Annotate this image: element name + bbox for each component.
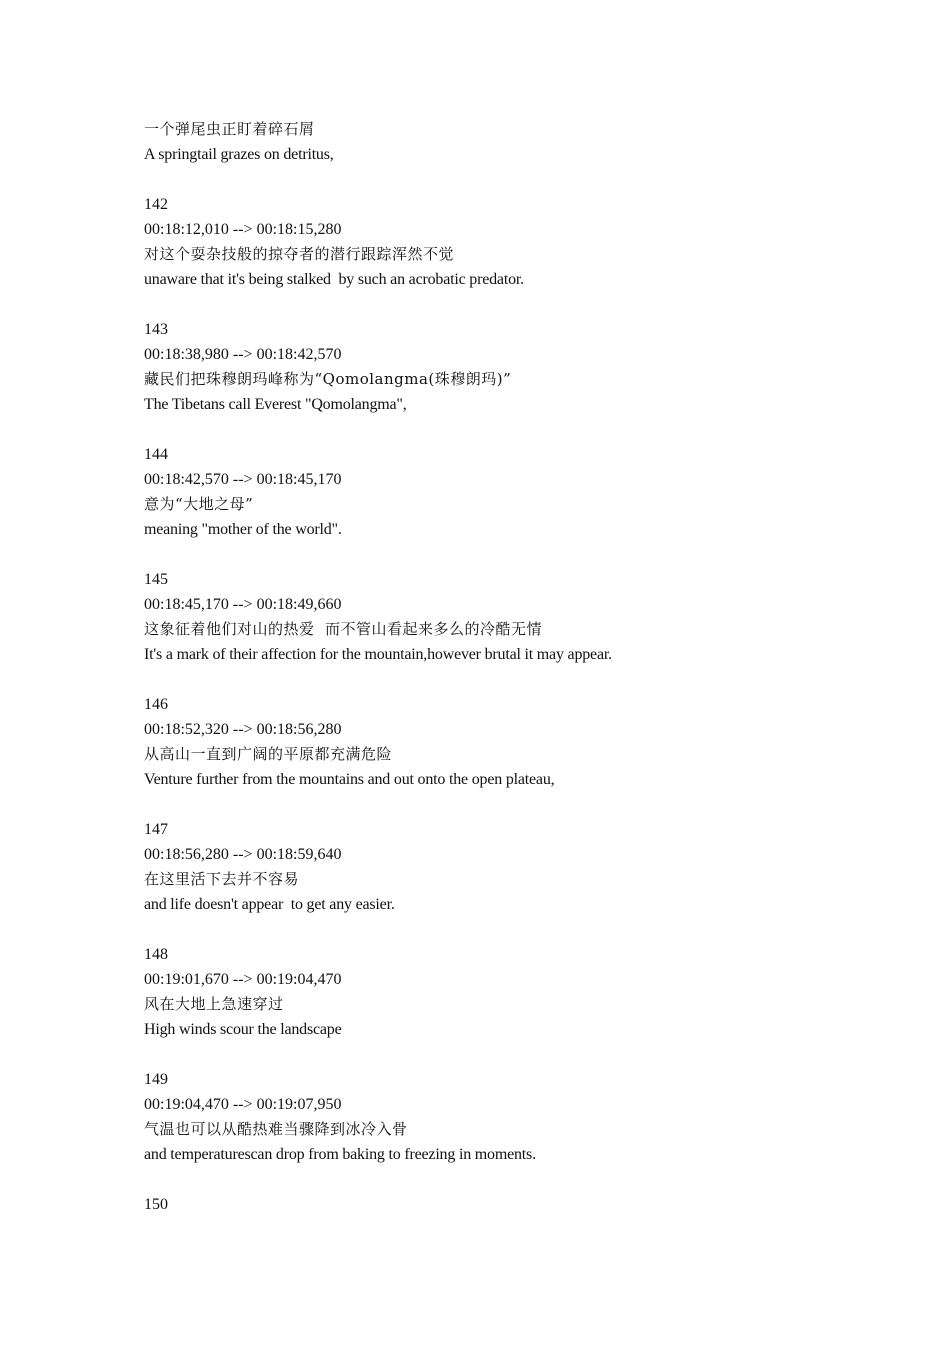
entry-timestamp: 00:18:12,010 --> 00:18:15,280 <box>144 221 342 238</box>
blank-line <box>144 292 864 317</box>
subtitle-entry-142 <box>144 192 864 292</box>
entry-chinese-line: 藏民们把珠穆朗玛峰称为“Qomolangma(珠穆朗玛)” <box>144 370 512 388</box>
trailing-entry-index: 150 <box>144 1196 168 1213</box>
entry-index: 147 <box>144 821 168 838</box>
entry-timestamp: 00:18:56,280 --> 00:18:59,640 <box>144 846 342 863</box>
blank-line <box>144 542 864 567</box>
entry-english-line: and temperaturescan drop from baking to freezing in moments. <box>144 1146 536 1163</box>
entry-index: 145 <box>144 571 168 588</box>
entry-index: 149 <box>144 1071 168 1088</box>
entry-index: 142 <box>144 196 168 213</box>
entry-english-line: The Tibetans call Everest "Qomolangma", <box>144 396 407 413</box>
blank-line <box>144 167 864 192</box>
intro-block <box>144 117 864 167</box>
entry-timestamp: 00:19:01,670 --> 00:19:04,470 <box>144 971 342 988</box>
blank-line <box>144 1042 864 1067</box>
entry-index: 143 <box>144 321 168 338</box>
entry-chinese-line: 从高山一直到广阔的平原都充满危险 <box>144 745 393 763</box>
entry-chinese-line: 意为“大地之母” <box>144 495 254 513</box>
subtitle-entry-143 <box>144 317 864 417</box>
subtitle-entry-147 <box>144 817 864 917</box>
entry-timestamp: 00:18:42,570 --> 00:18:45,170 <box>144 471 342 488</box>
intro-english-line: A springtail grazes on detritus, <box>144 146 334 163</box>
blank-line <box>144 1167 864 1192</box>
subtitle-entry-144 <box>144 442 864 542</box>
entry-english-line: and life doesn't appear to get any easier. <box>144 896 395 913</box>
entry-chinese-line: 气温也可以从酷热难当骤降到冰冷入骨 <box>144 1120 408 1138</box>
entry-index: 146 <box>144 696 168 713</box>
entry-chinese-line: 这象征着他们对山的热爱 而不管山看起来多么的冷酷无情 <box>144 620 543 638</box>
entry-index: 148 <box>144 946 168 963</box>
subtitle-document <box>144 117 864 1217</box>
entry-timestamp: 00:18:52,320 --> 00:18:56,280 <box>144 721 342 738</box>
subtitle-entry-149 <box>144 1067 864 1167</box>
entry-english-line: It's a mark of their affection for the mountain,however brutal it may appear. <box>144 646 612 663</box>
blank-line <box>144 417 864 442</box>
entry-timestamp: 00:18:45,170 --> 00:18:49,660 <box>144 596 342 613</box>
subtitle-entry-148 <box>144 942 864 1042</box>
subtitle-entry-146 <box>144 692 864 792</box>
entry-chinese-line: 在这里活下去并不容易 <box>144 870 300 888</box>
entry-english-line: meaning "mother of the world". <box>144 521 342 538</box>
entry-timestamp: 00:18:38,980 --> 00:18:42,570 <box>144 346 342 363</box>
blank-line <box>144 667 864 692</box>
entry-index: 144 <box>144 446 168 463</box>
entry-chinese-line: 风在大地上急速穿过 <box>144 995 284 1013</box>
blank-line <box>144 792 864 817</box>
intro-chinese-line: 一个弹尾虫正盯着碎石屑 <box>144 120 315 138</box>
subtitle-entry-145 <box>144 567 864 667</box>
entry-english-line: High winds scour the landscape <box>144 1021 342 1038</box>
entry-chinese-line: 对这个耍杂技般的掠夺者的潜行跟踪浑然不觉 <box>144 245 455 263</box>
entry-timestamp: 00:19:04,470 --> 00:19:07,950 <box>144 1096 342 1113</box>
entry-english-line: unaware that it's being stalked by such an acrobatic predator. <box>144 271 524 288</box>
blank-line <box>144 917 864 942</box>
entry-english-line: Venture further from the mountains and out onto the open plateau, <box>144 771 555 788</box>
